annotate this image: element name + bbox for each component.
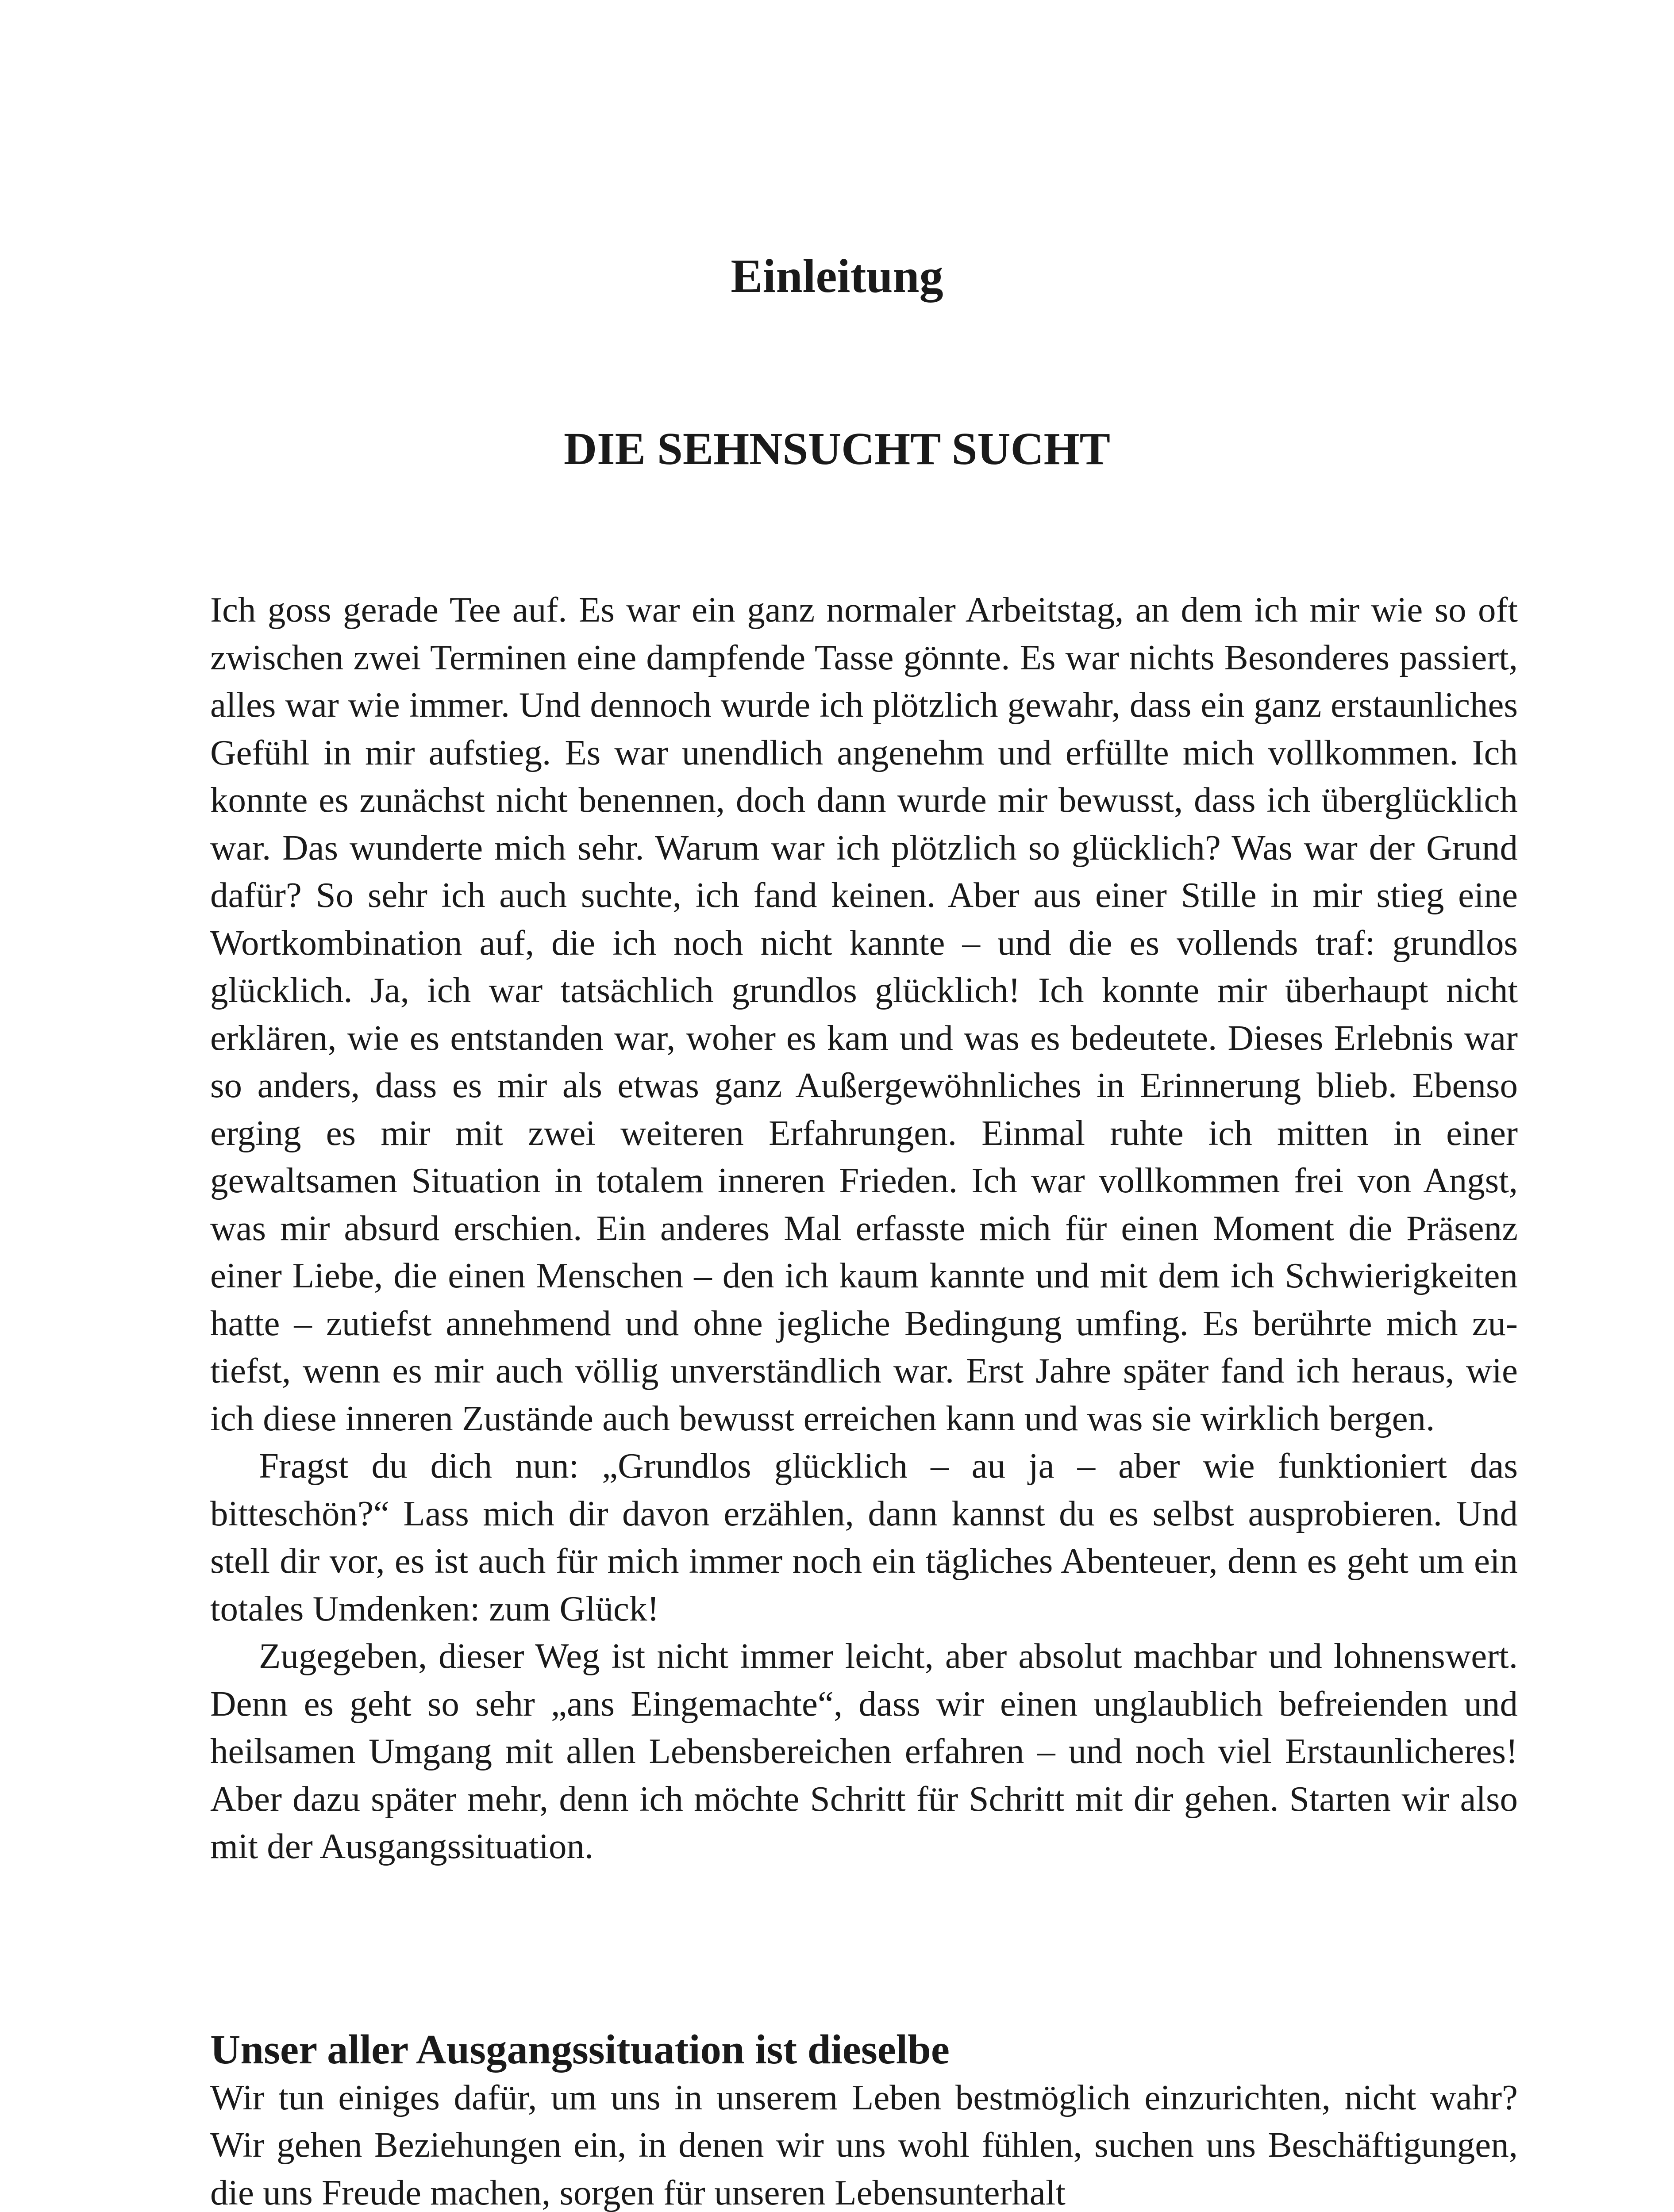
chapter-label: Einleitung [731, 250, 943, 303]
chapter-title: DIE SEHNSUCHT SUCHT [564, 423, 1110, 474]
section-heading: Unser aller Ausgangssituation ist dieselbe [210, 2027, 950, 2073]
intro-paragraph-2: Fragst du dich nun: „Grundlos glücklich – au ja – aber wie funktioniert das bitteschön?“ Lass mich dir davon erzählen, dann kannst du es selbst ausprobieren. Und stell dir vor, es ist auch für mich immer noch ein tägliches Abenteuer, denn es geht um ein totales Umdenken: zum Glück! [210, 1446, 1518, 1628]
section-paragraph: Wir tun einiges dafür, um uns in unserem Leben bestmöglich einzurichten, nicht wahr? Wir gehen Beziehungen ein, in denen wir uns wohl fühlen, suchen uns Beschäftigungen, die uns Freude machen, sorgen für unseren Lebensunterhalt [210, 2077, 1518, 2212]
intro-paragraph-3: Zugegeben, dieser Weg ist nicht immer leicht, aber absolut machbar und lohnenswert. Denn es geht so sehr „ans Eingemachte“, dass wir einen unglaublich befreienden und heilsamen Umgang mit allen Lebensbereichen erfahren – und noch viel Erstaunlicheres! Aber dazu später mehr, denn ich möchte Schritt für Schritt mit dir gehen. Starten wir also mit der Ausgangssituation. [210, 1636, 1518, 1866]
intro-paragraph-1: Ich goss gerade Tee auf. Es war ein ganz normaler Arbeitstag, an dem ich mir wie so oft zwischen zwei Terminen eine dampfende Tasse gönnte. Es war nichts Besonderes passiert, alles war wie immer. Und dennoch wurde ich plötzlich gewahr, dass ein ganz erstaunliches Gefühl in mir aufstieg. Es war unendlich angenehm und erfüllte mich vollkommen. Ich konnte es zunächst nicht benennen, doch dann wurde mir bewusst, dass ich überglücklich war. Das wunderte mich sehr. Warum war ich plötzlich so glücklich? Was war der Grund dafür? So sehr ich auch suchte, ich fand keinen. Aber aus einer Stille in mir stieg eine Wortkombination auf, die ich noch nicht kannte – und die es vollends traf: grundlos glücklich. Ja, ich war tatsächlich grundlos glücklich! Ich konnte mir überhaupt nicht erklären, wie es entstanden war, woher es kam und was es bedeutete. Dieses Erlebnis war so anders, dass es mir als etwas ganz Außergewöhnliches in Erinnerung blieb. Ebenso erging es mir mit zwei weiteren Erfahrungen. Einmal ruhte ich mitten in einer gewaltsamen Situation in totalem inneren Frieden. Ich war vollkommen frei von Angst, was mir absurd erschien. Ein anderes Mal erfasste mich für einen Moment die Präsenz einer Liebe, die einen Menschen – den ich kaum kannte und mit dem ich Schwierigkeiten hatte – zutiefst annehmend und ohne jegliche Bedingung umfing. Es berührte mich zutiefst, wenn es mir auch völlig unverständlich war. Erst Jahre später fand ich heraus, wie ich diese inneren Zustände auch bewusst erreichen kann und was sie wirklich bergen. [210, 590, 1518, 1438]
section [210, 2026, 1518, 2212]
intro-text [210, 586, 1518, 1870]
